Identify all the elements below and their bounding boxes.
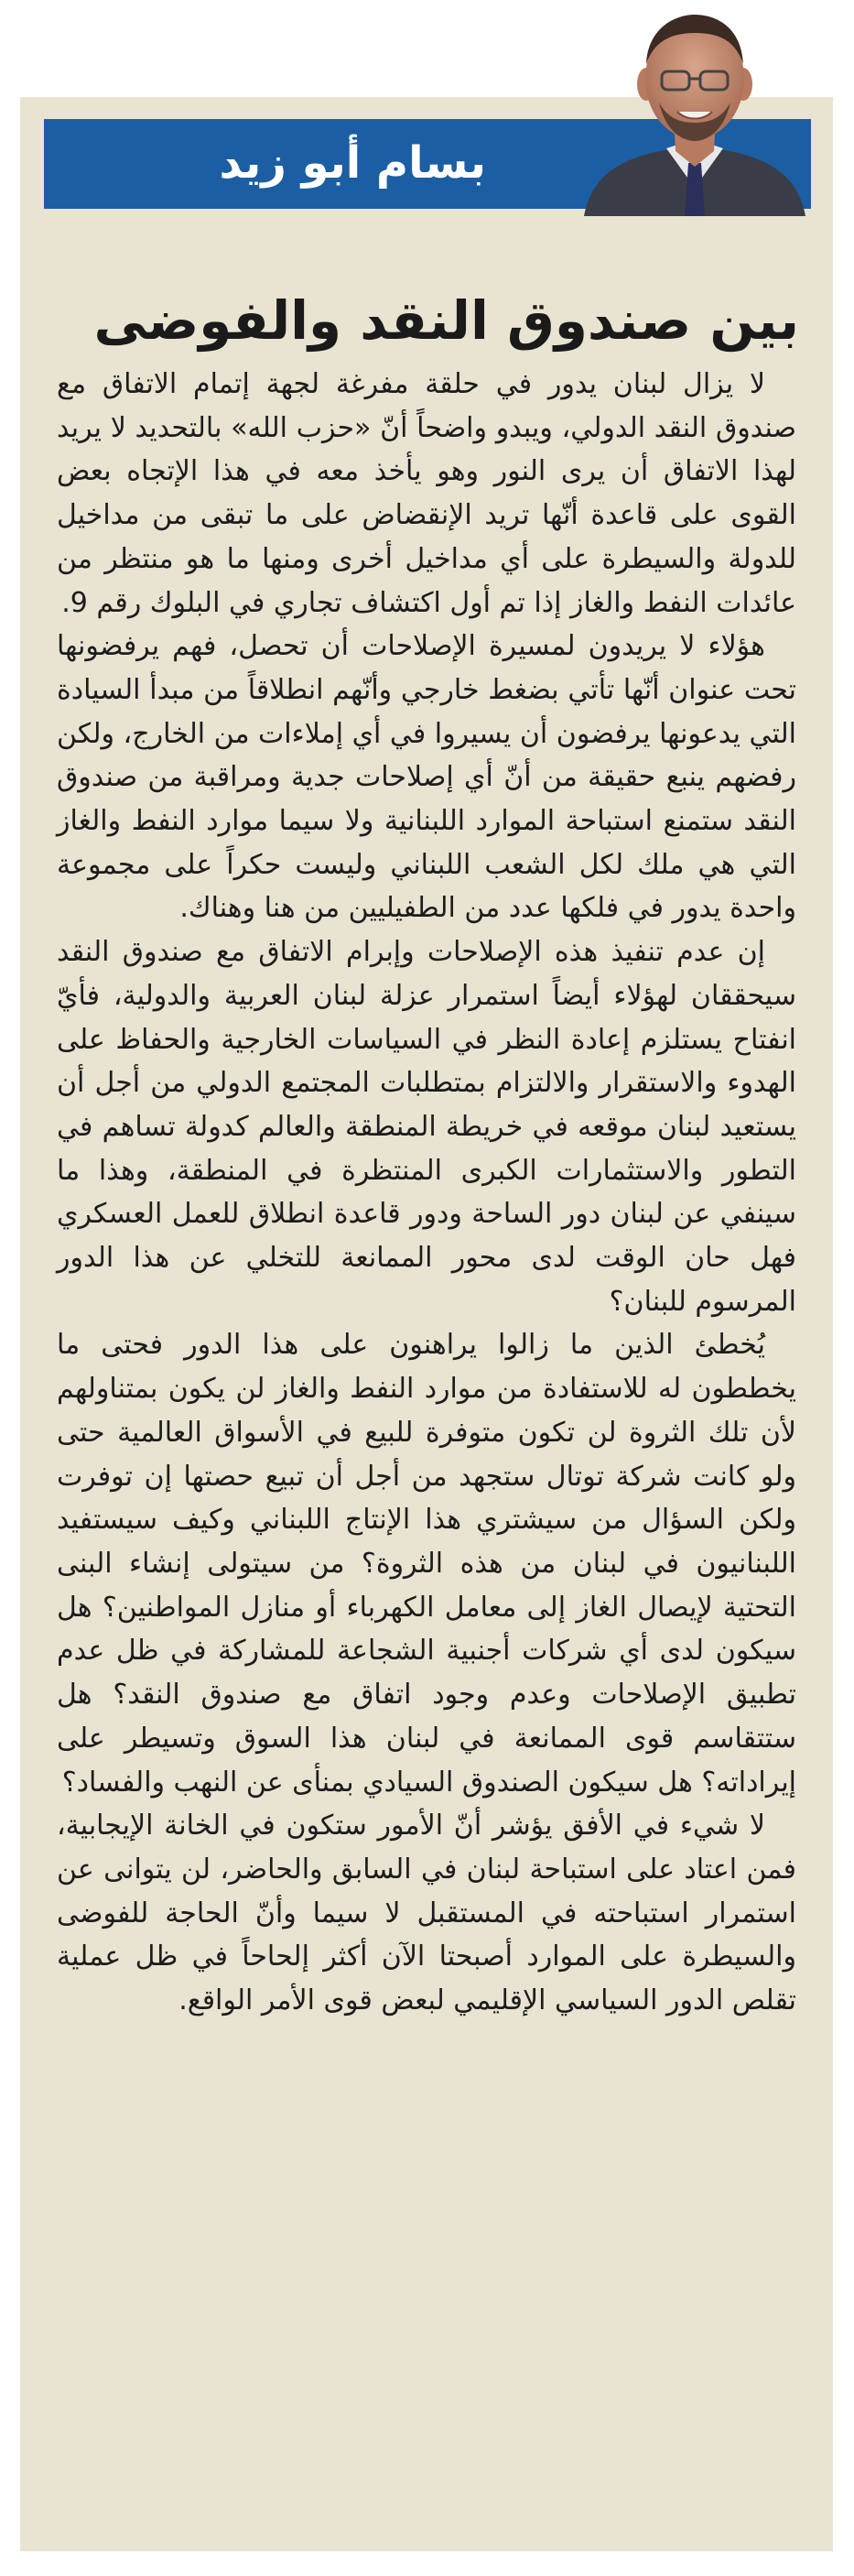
- article-title: بين صندوق النقد والفوضى: [93, 289, 799, 352]
- author-name: بسام أبو زيد: [219, 137, 486, 189]
- article-body: [57, 363, 796, 2023]
- author-portrait-icon: [575, 0, 815, 216]
- paragraph: يُخطئ الذين ما زالوا يراهنون على هذا الدور فحتى ما يخططون له للاستفادة من موارد النفط والغاز لن يكون بمتناولهم لأن تلك الثروة لن تكون متوفرة للبيع في الأسواق العالمية حتى ولو كانت شركة توتال ستجهد من أجل أن تبيع حصتها إن توفرت ولكن السؤال من سيشتري هذا الإنتاج اللبناني وكيف سيستفيد اللبنانيون في لبنان من هذه الثروة؟ من سيتولى إنشاء البنى التحتية لإيصال الغاز إلى معامل الكهرباء أو منازل المواطنين؟ هل سيكون لدى أي شركات أجنبية الشجاعة للمشاركة في ظل عدم تطبيق الإصلاحات وعدم وجود اتفاق مع صندوق النقد؟ هل ستتقاسم قوى الممانعة في لبنان هذا السوق وتسيطر على إيراداته؟ هل سيكون الصندوق السيادي بمنأى عن النهب والفساد؟: [57, 1329, 796, 1799]
- paragraph: إن عدم تنفيذ هذه الإصلاحات وإبرام الاتفاق مع صندوق النقد سيحققان لهؤلاء أيضاً استمرار عزلة لبنان العربية والدولية، فأيّ انفتاح يستلزم إعادة النظر في السياسات الخارجية والحفاظ على الهدوء والاستقرار والالتزام بمتطلبات المجتمع الدولي من أجل أن يستعيد لبنان موقعه في خريطة المنطقة والعالم كدولة تساهم في التطور والاستثمارات الكبرى المنتظرة في المنطقة، وهذا ما سينفي عن لبنان دور الساحة ودور قاعدة انطلاق للعمل العسكري فهل حان الوقت لدى محور الممانعة للتخلي عن هذا الدور المرسوم للبنان؟: [57, 936, 796, 1318]
- paragraph: لا يزال لبنان يدور في حلقة مفرغة لجهة إتمام الاتفاق مع صندوق النقد الدولي، ويبدو واضحاً أنّ «حزب الله» بالتحديد لا يريد لهذا الاتفاق أن يرى النور وهو يأخذ معه في هذا الإتجاه بعض القوى على قاعدة أنّها تريد الإنقضاض على ما تبقى من مداخيل للدولة والسيطرة على أي مداخيل أخرى ومنها ما هو منتظر من عائدات النفط والغاز إذا تم أول اكتشاف تجاري في البلوك رقم 9.: [57, 368, 796, 619]
- paragraph: هؤلاء لا يريدون لمسيرة الإصلاحات أن تحصل، فهم يرفضونها تحت عنوان أنّها تأتي بضغط خارجي وأنّهم انطلاقاً من مبدأ السيادة التي يدعونها يرفضون أن يسيروا في أي إملاءات من الخارج، ولكن رفضهم ينبع حقيقة من أنّ أي إصلاحات جدية ومراقبة من صندوق النقد ستمنع استباحة الموارد اللبنانية ولا سيما موارد النفط والغاز التي هي ملك لكل الشعب اللبناني وليست حكراً على مجموعة واحدة يدور في فلكها عدد من الطفيليين من هنا وهناك.: [56, 630, 796, 925]
- paragraph: لا شيء في الأفق يؤشر أنّ الأمور ستكون في الخانة الإيجابية، فمن اعتاد على استباحة لبنان في السابق والحاضر، لن يتوانى عن استمرار استباحته في المستقبل لا سيما وأنّ الحاجة للفوضى والسيطرة على الموارد أصبحتا الآن أكثر إلحاحاً في ظل عملية تقلص الدور السياسي الإقليمي لبعض قوى الأمر الواقع.: [57, 1810, 796, 2017]
